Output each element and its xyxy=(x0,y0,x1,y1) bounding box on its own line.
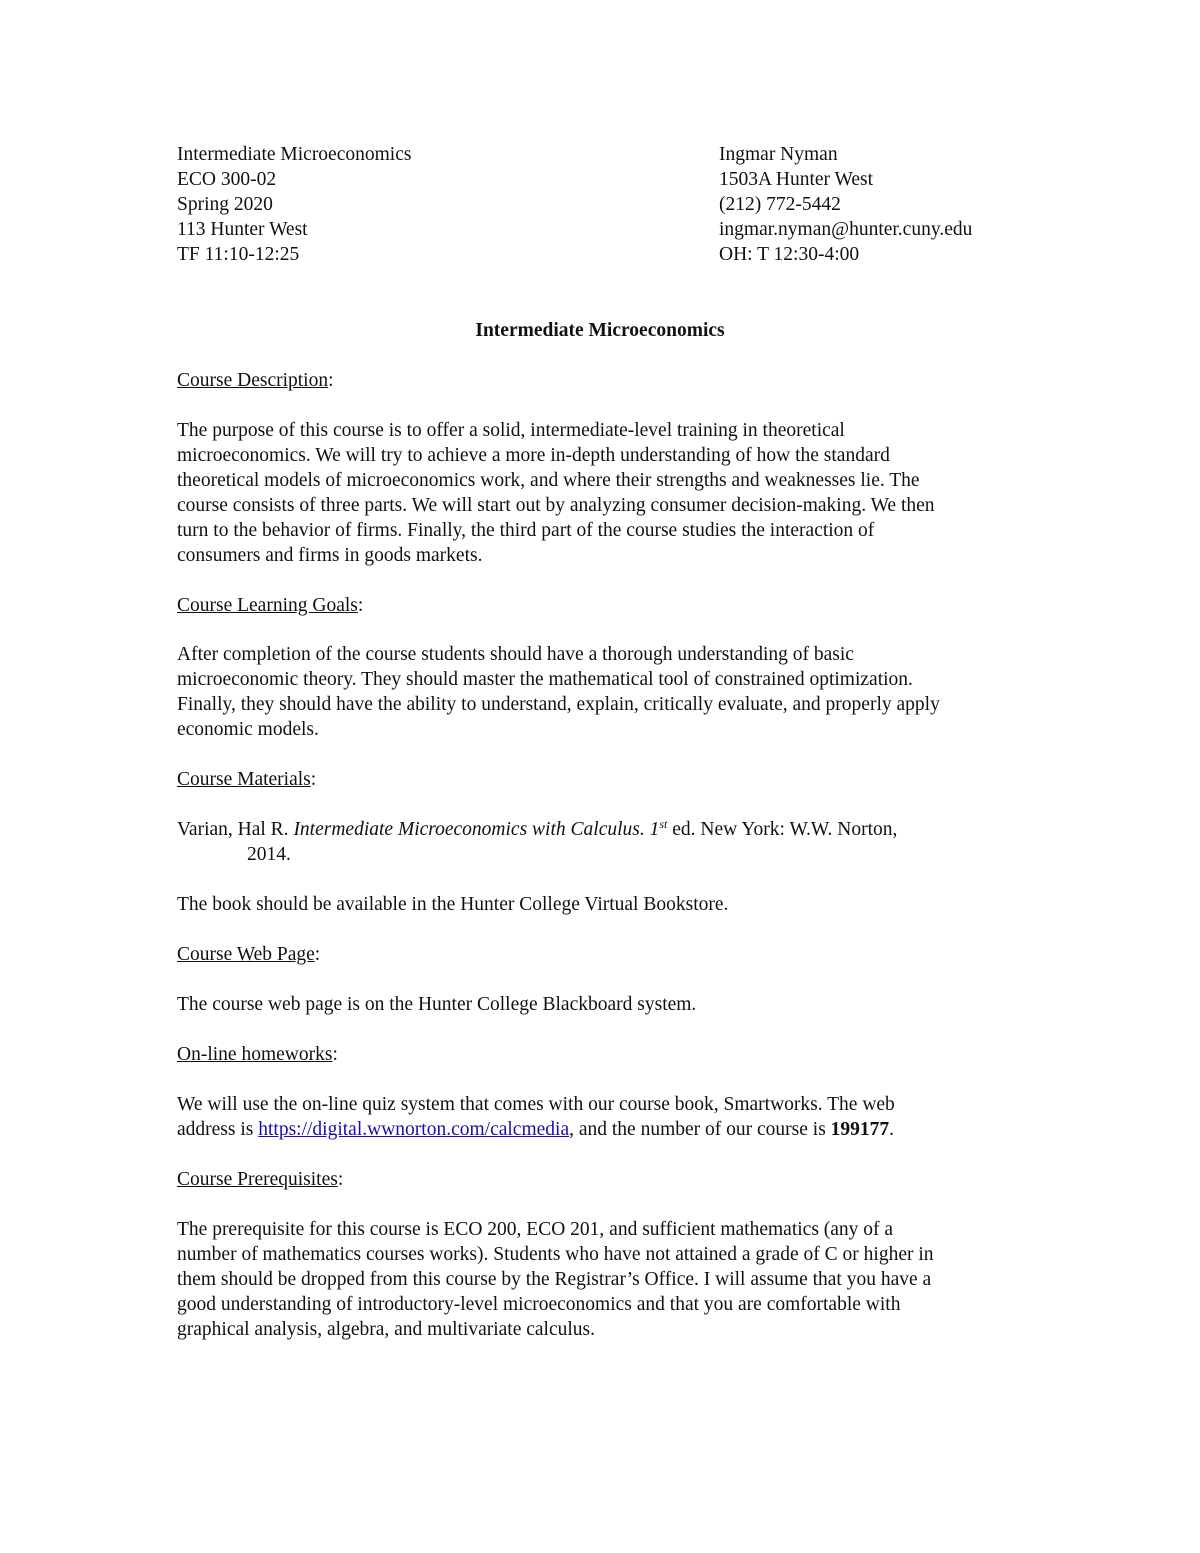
course-info xyxy=(177,142,411,267)
heading-colon: : xyxy=(332,1044,338,1065)
section-heading-goals xyxy=(177,593,363,618)
prerequisites-paragraph xyxy=(177,1217,1027,1342)
instructor-name: Ingmar Nyman xyxy=(719,144,838,165)
heading-text: Course Materials xyxy=(177,769,311,790)
heading-text: On-line homeworks xyxy=(177,1044,333,1065)
section-heading-homeworks xyxy=(177,1042,338,1067)
paragraph-line: turn to the behavior of firms. Finally, the third part of the course studies the interaction of xyxy=(177,520,875,541)
citation-author: Varian, Hal R. xyxy=(177,819,294,840)
paragraph-line: consumers and firms in goods markets. xyxy=(177,545,483,566)
paragraph-line: Finally, they should have the ability to understand, explain, critically evaluate, and properly apply xyxy=(177,694,940,715)
paragraph-line: economic models. xyxy=(177,719,319,740)
smartworks-link[interactable]: https://digital.wwnorton.com/calcmedia xyxy=(258,1119,570,1140)
textbook-citation xyxy=(177,817,1027,867)
course-schedule: TF 11:10-12:25 xyxy=(177,244,300,265)
course-name: Intermediate Microeconomics xyxy=(177,144,412,165)
paragraph-line xyxy=(177,1117,1027,1142)
office-hours: OH: T 12:30-4:00 xyxy=(719,244,860,265)
document-title: Intermediate Microeconomics xyxy=(475,320,725,341)
goals-paragraph xyxy=(177,642,1027,742)
paragraph-line: The book should be available in the Hunter College Virtual Bookstore. xyxy=(177,894,729,915)
course-term: Spring 2020 xyxy=(177,194,273,215)
address-mid: , and the number of our course is xyxy=(569,1119,831,1140)
paragraph-line: graphical analysis, algebra, and multivariate calculus. xyxy=(177,1319,596,1340)
citation-title: Intermediate Microeconomics with Calculus. 1 xyxy=(293,819,660,840)
address-end: . xyxy=(889,1119,895,1140)
homeworks-paragraph xyxy=(177,1092,1027,1142)
paragraph-line: The prerequisite for this course is ECO 200, ECO 201, and sufficient mathematics (any of a xyxy=(177,1219,894,1240)
heading-text: Course Learning Goals xyxy=(177,595,358,616)
instructor-phone: (212) 772-5442 xyxy=(719,194,841,215)
section-heading-prerequisites xyxy=(177,1167,343,1192)
course-room: 113 Hunter West xyxy=(177,219,308,240)
course-header xyxy=(177,142,1037,267)
section-heading-description xyxy=(177,368,334,393)
heading-colon: : xyxy=(357,595,364,616)
citation-line xyxy=(177,817,1027,842)
heading-colon: : xyxy=(337,1169,344,1190)
paragraph-line: After completion of the course students should have a thorough understanding of basic xyxy=(177,644,854,665)
citation-publisher: ed. New York: W.W. Norton, xyxy=(667,819,898,840)
paragraph-line: good understanding of introductory-level microeconomics and that you are comfortable with xyxy=(177,1294,901,1315)
heading-colon: : xyxy=(310,769,317,790)
webpage-paragraph xyxy=(177,992,1027,1017)
course-number: 199177 xyxy=(830,1119,890,1140)
paragraph-line: microeconomic theory. They should master the mathematical tool of constrained optimization. xyxy=(177,669,913,690)
bookstore-note xyxy=(177,892,1027,917)
instructor-email: ingmar.nyman@hunter.cuny.edu xyxy=(719,219,973,240)
course-code: ECO 300-02 xyxy=(177,169,277,190)
heading-text: Course Prerequisites xyxy=(177,1169,338,1190)
paragraph-line: The course web page is on the Hunter College Blackboard system. xyxy=(177,994,697,1015)
instructor-office: 1503A Hunter West xyxy=(719,169,874,190)
syllabus-page xyxy=(177,142,1037,1340)
paragraph-line: microeconomics. We will try to achieve a more in-depth understanding of how the standard xyxy=(177,445,890,466)
paragraph-line: The purpose of this course is to offer a solid, intermediate-level training in theoretical xyxy=(177,420,845,441)
paragraph-line: course consists of three parts. We will start out by analyzing consumer decision-making. We then xyxy=(177,495,935,516)
heading-colon: : xyxy=(328,370,334,391)
citation-superscript: st xyxy=(659,817,668,831)
section-heading-webpage xyxy=(177,942,320,967)
address-prefix: address is xyxy=(177,1119,259,1140)
paragraph-line: theoretical models of microeconomics work, and where their strengths and weaknesses lie. The xyxy=(177,470,920,491)
paragraph-line: number of mathematics courses works). Students who have not attained a grade of C or higher in xyxy=(177,1244,934,1265)
paragraph-line: them should be dropped from this course by the Registrar’s Office. I will assume that you have a xyxy=(177,1269,932,1290)
instructor-info xyxy=(719,142,972,267)
paragraph-line: We will use the on-line quiz system that comes with our course book, Smartworks. The web xyxy=(177,1094,895,1115)
description-paragraph xyxy=(177,418,1027,568)
citation-year: 2014. xyxy=(247,844,291,865)
heading-text: Course Web Page xyxy=(177,944,315,965)
heading-colon: : xyxy=(314,944,321,965)
heading-text: Course Description xyxy=(177,370,329,391)
section-heading-materials xyxy=(177,767,316,792)
